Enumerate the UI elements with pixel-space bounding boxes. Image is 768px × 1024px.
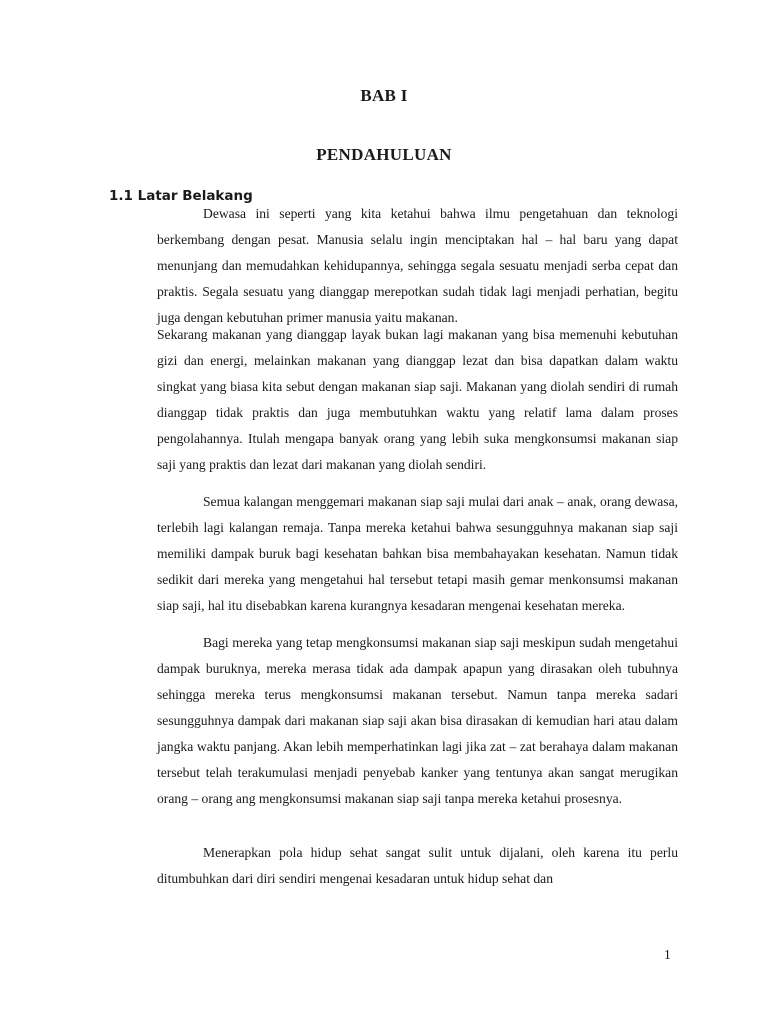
paragraph-5: Menerapkan pola hidup sehat sangat sulit untuk dijalani, oleh karena itu perlu ditumbuhkan dari diri sendiri mengenai kesadaran untuk hidup sehat dan bbox=[157, 845, 678, 886]
section-heading: 1.1 Latar Belakang bbox=[109, 188, 253, 204]
paragraph-3: Semua kalangan menggemari makanan siap saji mulai dari anak – anak, orang dewasa, terlebih lagi kalangan remaja. Tanpa mereka ketahui bahwa sesungguhnya makanan siap saji memiliki dampak buruk bagi kesehatan bahkan bisa membahayakan kesehatan. Namun tidak sedikit dari mereka yang mengetahui hal tersebut tetapi masih gemar menkonsumsi makanan siap saji, hal itu disebabkan karena kurangnya kesadaran mengenai kesehatan mereka. bbox=[157, 494, 678, 613]
chapter-title: PENDAHULUAN bbox=[316, 145, 452, 164]
page-number: 1 bbox=[664, 947, 671, 962]
chapter-number: BAB I bbox=[360, 86, 408, 105]
paragraph-2: Sekarang makanan yang dianggap layak bukan lagi makanan yang bisa memenuhi kebutuhan gizi dan energi, melainkan makanan yang dianggap lezat dan bisa dapatkan dalam waktu singkat yang biasa kita sebut dengan makanan siap saji. Makanan yang diolah sendiri di rumah dianggap tidak praktis dan juga membutuhkan waktu yang relatif lama dalam proses pengolahannya. Itulah mengapa banyak orang yang lebih suka mengkonsumsi makanan siap saji yang praktis dan lezat dari makanan yang diolah sendiri. bbox=[157, 327, 678, 472]
paragraph-1: Dewasa ini seperti yang kita ketahui bahwa ilmu pengetahuan dan teknologi berkembang dengan pesat. Manusia selalu ingin menciptakan hal – hal baru yang dapat menunjang dan memudahkan kehidupannya, sehingga segala sesuatu menjadi serba cepat dan praktis. Segala sesuatu yang dianggap merepotkan sudah tidak lagi menjadi perhatian, begitu juga dengan kebutuhan primer manusia yaitu makanan. bbox=[157, 206, 678, 325]
paragraph-4: Bagi mereka yang tetap mengkonsumsi makanan siap saji meskipun sudah mengetahui dampak buruknya, mereka merasa tidak ada dampak apapun yang dirasakan oleh tubuhnya sehingga mereka terus mengkonsumsi makanan tersebut. Namun tanpa mereka sadari sesungguhnya dampak dari makanan siap saji akan bisa dirasakan di kemudian hari atau dalam jangka waktu panjang. Akan lebih memperhatinkan lagi jika zat – zat berahaya dalam makanan tersebut telah terakumulasi menjadi penyebab kanker yang tentunya akan sangat merugikan orang – orang ang mengkonsumsi makanan siap saji tanpa mereka ketahui prosesnya. bbox=[157, 635, 678, 806]
